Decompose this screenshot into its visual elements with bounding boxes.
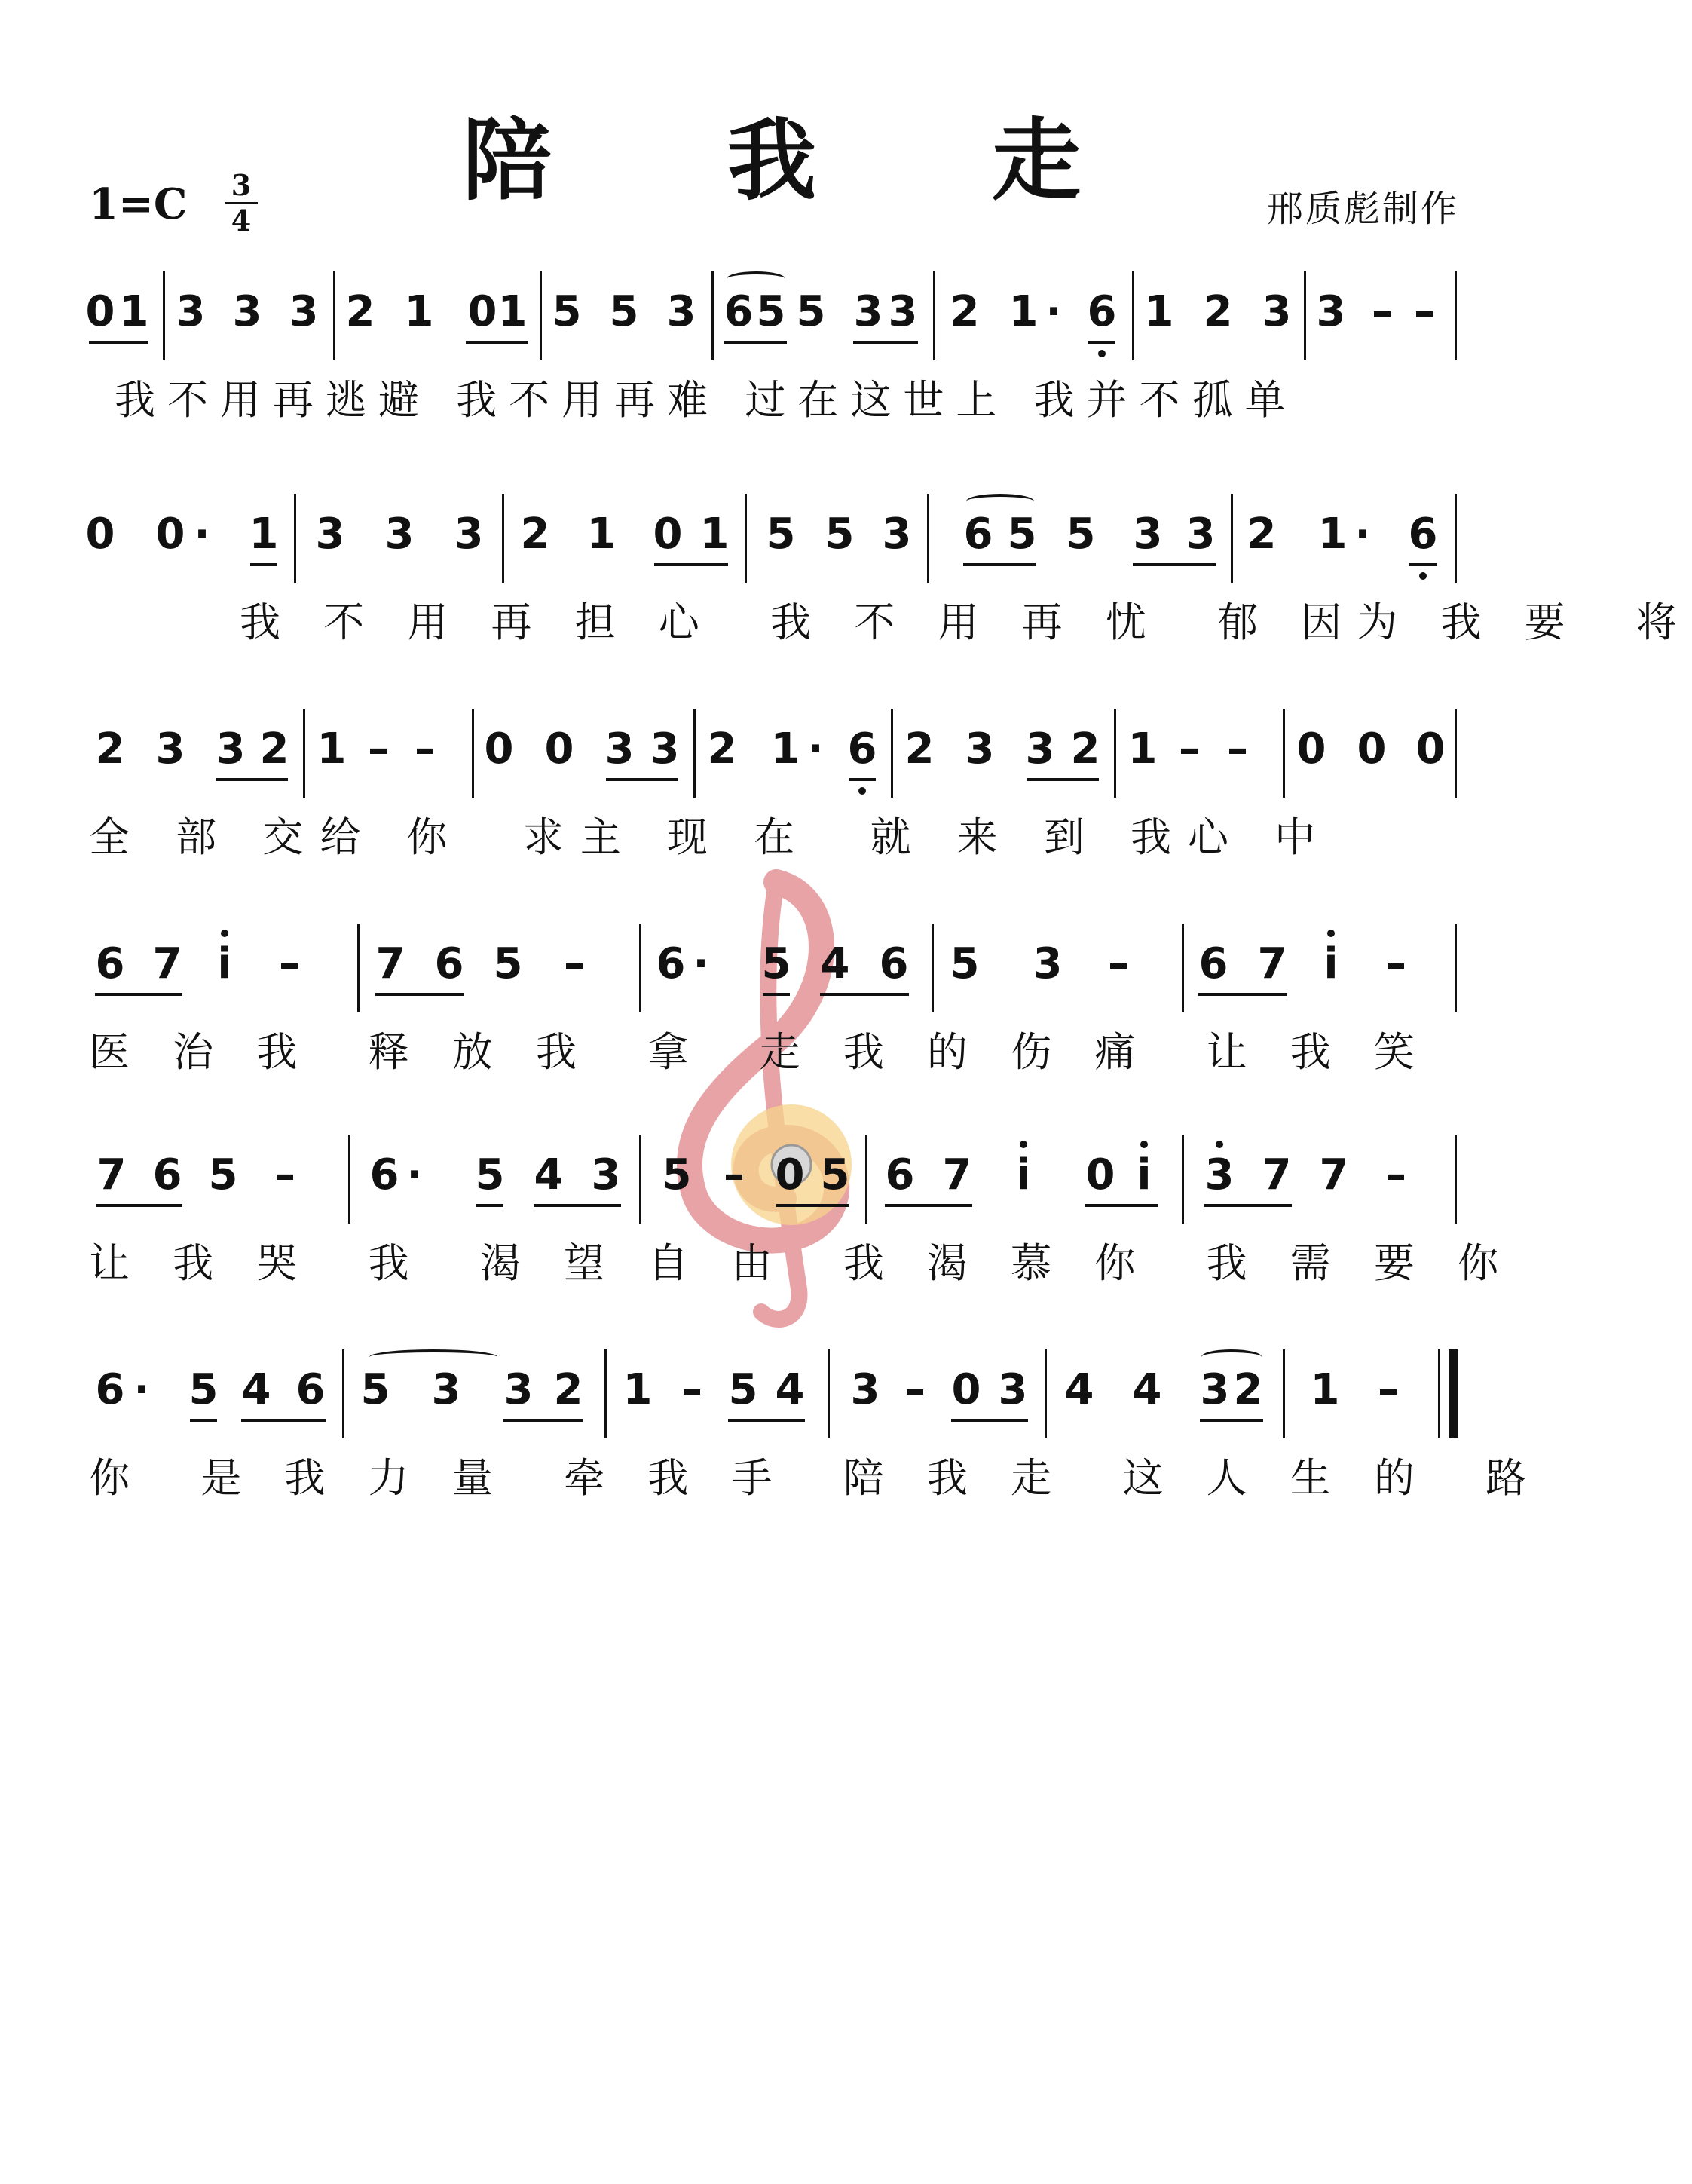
note: i [1016,1150,1031,1199]
note: – [1414,287,1435,336]
note: 1 [249,510,279,559]
note: 2 [259,724,289,773]
note: 6 [95,939,125,988]
note: 0 [85,510,115,559]
note: 1 [404,287,434,336]
lyrics: 我 不 用 再 担 心 我 不 用 再 忧 郁 因为 我 要 将 [240,599,1692,646]
note: 1 [119,287,149,336]
note: 3 [1186,510,1216,559]
note: 3 [289,287,319,336]
note: 5 [766,510,796,559]
note: 6 [879,939,909,988]
note: 2 [1233,1365,1263,1414]
note: – [1385,1150,1406,1199]
note: 0 [544,724,574,773]
note: 3 [1316,287,1346,336]
note: – [1108,939,1129,988]
note: – [564,939,585,988]
note: · [1045,287,1062,336]
lyrics-row [89,805,1459,861]
note: – [1179,724,1200,773]
note: 3 [853,287,883,336]
note: 1 [623,1365,653,1414]
note: 7 [152,939,182,988]
note: 0 [1415,724,1446,773]
note: 7 [1257,939,1287,988]
note: 3 [155,724,185,773]
author-credit: 邢质彪制作 [1266,188,1459,230]
note: 3 [1033,939,1063,988]
note: 6 [656,939,686,988]
note: 6 [724,287,754,336]
song-title: 陪 我 走 [462,108,1154,213]
note: 7 [375,939,405,988]
notes-row [89,709,1459,798]
note: 3 [882,510,912,559]
note: 0 [1296,724,1326,773]
lyrics-row [89,1446,1542,1502]
note: – [368,724,389,773]
note: · [807,724,824,773]
note: 5 [820,1150,850,1199]
note: 5 [493,939,523,988]
note: 0 [1085,1150,1115,1199]
note: 5 [552,287,582,336]
note: 4 [1132,1365,1162,1414]
note: 5 [609,287,639,336]
note: 7 [96,1150,127,1199]
note: 0 [775,1150,805,1199]
note: – [1372,287,1393,336]
note: 2 [950,287,980,336]
note: 3 [666,287,696,336]
lyrics: 让 我 哭 我 渴 望 自 由 我 渴 慕 你 我 需 要 你 [89,1239,1514,1287]
note: 6 [1408,510,1438,559]
note: 7 [1319,1150,1349,1199]
note: i [1323,939,1339,988]
note: 5 [950,939,980,988]
note: 1 [1127,724,1158,773]
note: 7 [1262,1150,1292,1199]
note: 2 [1247,510,1277,559]
note: 3 [315,510,345,559]
note: 0 [85,287,115,336]
note: 7 [942,1150,972,1199]
note: 2 [904,724,935,773]
lyrics: 你 是 我 力 量 牵 我 手 陪 我 走 这 人 生 的 路 [89,1454,1542,1502]
note: – [681,1365,702,1414]
note: 3 [591,1150,621,1199]
note: 5 [208,1150,238,1199]
note: · [194,510,210,559]
note: 0 [1357,724,1387,773]
note: 1 [1317,510,1348,559]
note: 0 [951,1365,981,1414]
note: 2 [95,724,125,773]
note: 6 [369,1150,399,1199]
lyrics-row [89,368,1459,424]
note: 5 [360,1365,390,1414]
note: 3 [650,724,680,773]
note: – [274,1150,295,1199]
note: 2 [553,1365,583,1414]
note: · [133,1365,150,1414]
note: 6 [847,724,877,773]
lyrics-row [89,1231,1514,1287]
note: 6 [152,1150,182,1199]
time-signature [225,170,258,236]
note: 3 [216,724,246,773]
note: 3 [888,287,918,336]
note: 5 [761,939,791,988]
note: 1 [770,724,800,773]
lyrics: 医 治 我 释 放 我 拿 走 我 的 伤 痛 让 我 笑 [89,1028,1430,1076]
note: 2 [1203,287,1233,336]
note: 1 [1008,287,1039,336]
note: – [904,1365,926,1414]
note: 5 [1066,510,1096,559]
note: 5 [728,1365,758,1414]
note: · [406,1150,423,1199]
note: 5 [188,1365,219,1414]
note: i [217,939,232,988]
note: 3 [965,724,995,773]
note: 3 [1133,510,1163,559]
note: 6 [1198,939,1228,988]
note: 3 [1200,1365,1230,1414]
note: – [724,1150,745,1199]
note: 2 [345,287,375,336]
lyrics: 全 部 交给 你 求主 现 在 就 来 到 我心 中 [89,813,1332,861]
note: 3 [850,1365,880,1414]
note: · [693,939,709,988]
lyrics-row [89,590,1692,646]
note: 5 [662,1150,692,1199]
note: 1 [699,510,730,559]
note: 4 [534,1150,564,1199]
note: 1 [317,724,347,773]
note: 3 [1025,724,1055,773]
note: 5 [756,287,786,336]
note: 2 [520,510,550,559]
note: 3 [1204,1150,1235,1199]
lyrics: 我不用再逃避 我不用再难 过在这世上 我并不孤单 [115,376,1298,424]
note: – [279,939,300,988]
note: 6 [963,510,993,559]
note: 3 [431,1365,461,1414]
note: 5 [796,287,826,336]
note: 6 [95,1365,125,1414]
time-signature-numerator: 3 [231,168,252,202]
note: – [415,724,436,773]
note: 3 [232,287,262,336]
note: 3 [384,510,415,559]
note: 6 [1087,287,1117,336]
note: i [1137,1150,1152,1199]
notes-row [89,1135,1459,1224]
note: 3 [503,1365,534,1414]
note: 6 [434,939,464,988]
note: 6 [295,1365,326,1414]
time-signature-denominator: 4 [231,204,252,237]
note: 0 [467,287,497,336]
note: 2 [1070,724,1100,773]
notes-row [85,494,1459,583]
note: 5 [1007,510,1037,559]
note: 1 [1144,287,1174,336]
key-signature: 1=C [89,179,188,229]
note: · [1354,510,1371,559]
note: 4 [775,1365,805,1414]
note: 4 [1064,1365,1094,1414]
note: 1 [1310,1365,1340,1414]
note: – [1378,1365,1399,1414]
note: 3 [176,287,206,336]
note: 3 [998,1365,1028,1414]
note: 1 [497,287,528,336]
note: 0 [653,510,683,559]
note: 0 [155,510,185,559]
lyrics-row [89,1020,1459,1076]
note: – [1385,939,1406,988]
note: – [1227,724,1248,773]
note: 3 [454,510,484,559]
notes-row [85,271,1459,360]
note: 4 [241,1365,271,1414]
note: 2 [707,724,737,773]
note: 4 [820,939,850,988]
notes-row [89,924,1459,1012]
note: 5 [825,510,855,559]
note: 0 [484,724,514,773]
notes-row [89,1349,1459,1438]
note: 1 [586,510,617,559]
note: 5 [475,1150,505,1199]
note: 3 [604,724,635,773]
note: 6 [885,1150,915,1199]
note: 3 [1262,287,1292,336]
